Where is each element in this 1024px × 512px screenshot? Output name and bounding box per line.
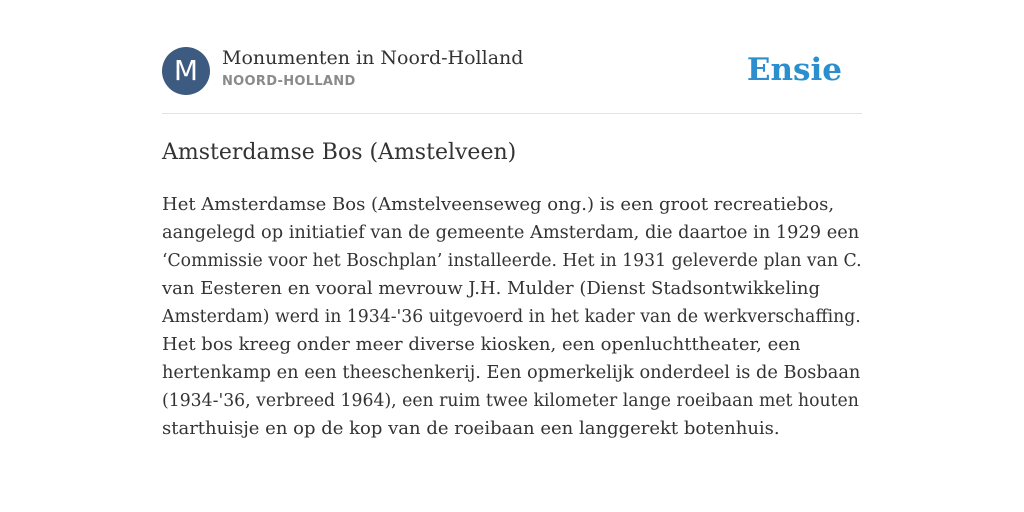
brand-logo[interactable]: Ensie bbox=[746, 52, 842, 88]
body-line: aangelegd op initiatief van de gemeente Amsterdam, die daartoe in 1929 een bbox=[162, 223, 860, 243]
source-subtitle[interactable]: NOORD-HOLLAND bbox=[222, 74, 356, 89]
article-title: Amsterdamse Bos (Amstelveen) bbox=[162, 140, 517, 165]
body-line: (1934-'36, verbreed 1964), een ruim twee kilometer lange roeibaan met houten bbox=[162, 391, 859, 411]
source-title[interactable]: Monumenten in Noord-Holland bbox=[222, 47, 524, 69]
body-line: van Eesteren en vooral mevrouw J.H. Mulder (Dienst Stadsontwikkeling bbox=[162, 278, 820, 299]
divider bbox=[162, 113, 862, 114]
body-line: Het bos kreeg onder meer diverse kiosken, een openluchttheater, een bbox=[162, 334, 801, 355]
body-line: starthuisje en op de kop van de roeibaan een langgerekt botenhuis. bbox=[162, 418, 780, 439]
avatar[interactable]: M bbox=[162, 47, 210, 95]
body-line: Amsterdam) werd in 1934-'36 uitgevoerd in het kader van de werkverschaffing. bbox=[162, 307, 861, 327]
body-line: ‘Commissie voor het Boschplan’ installeerde. Het in 1931 geleverde plan van C. bbox=[162, 251, 862, 271]
body-line: hertenkamp en een theeschenkerij. Een opmerkelijk onderdeel is de Bosbaan bbox=[162, 363, 861, 383]
body-line: Het Amsterdamse Bos (Amstelveenseweg ong.) is een groot recreatiebos, bbox=[162, 194, 835, 215]
header bbox=[162, 46, 862, 96]
article-body bbox=[162, 191, 862, 443]
